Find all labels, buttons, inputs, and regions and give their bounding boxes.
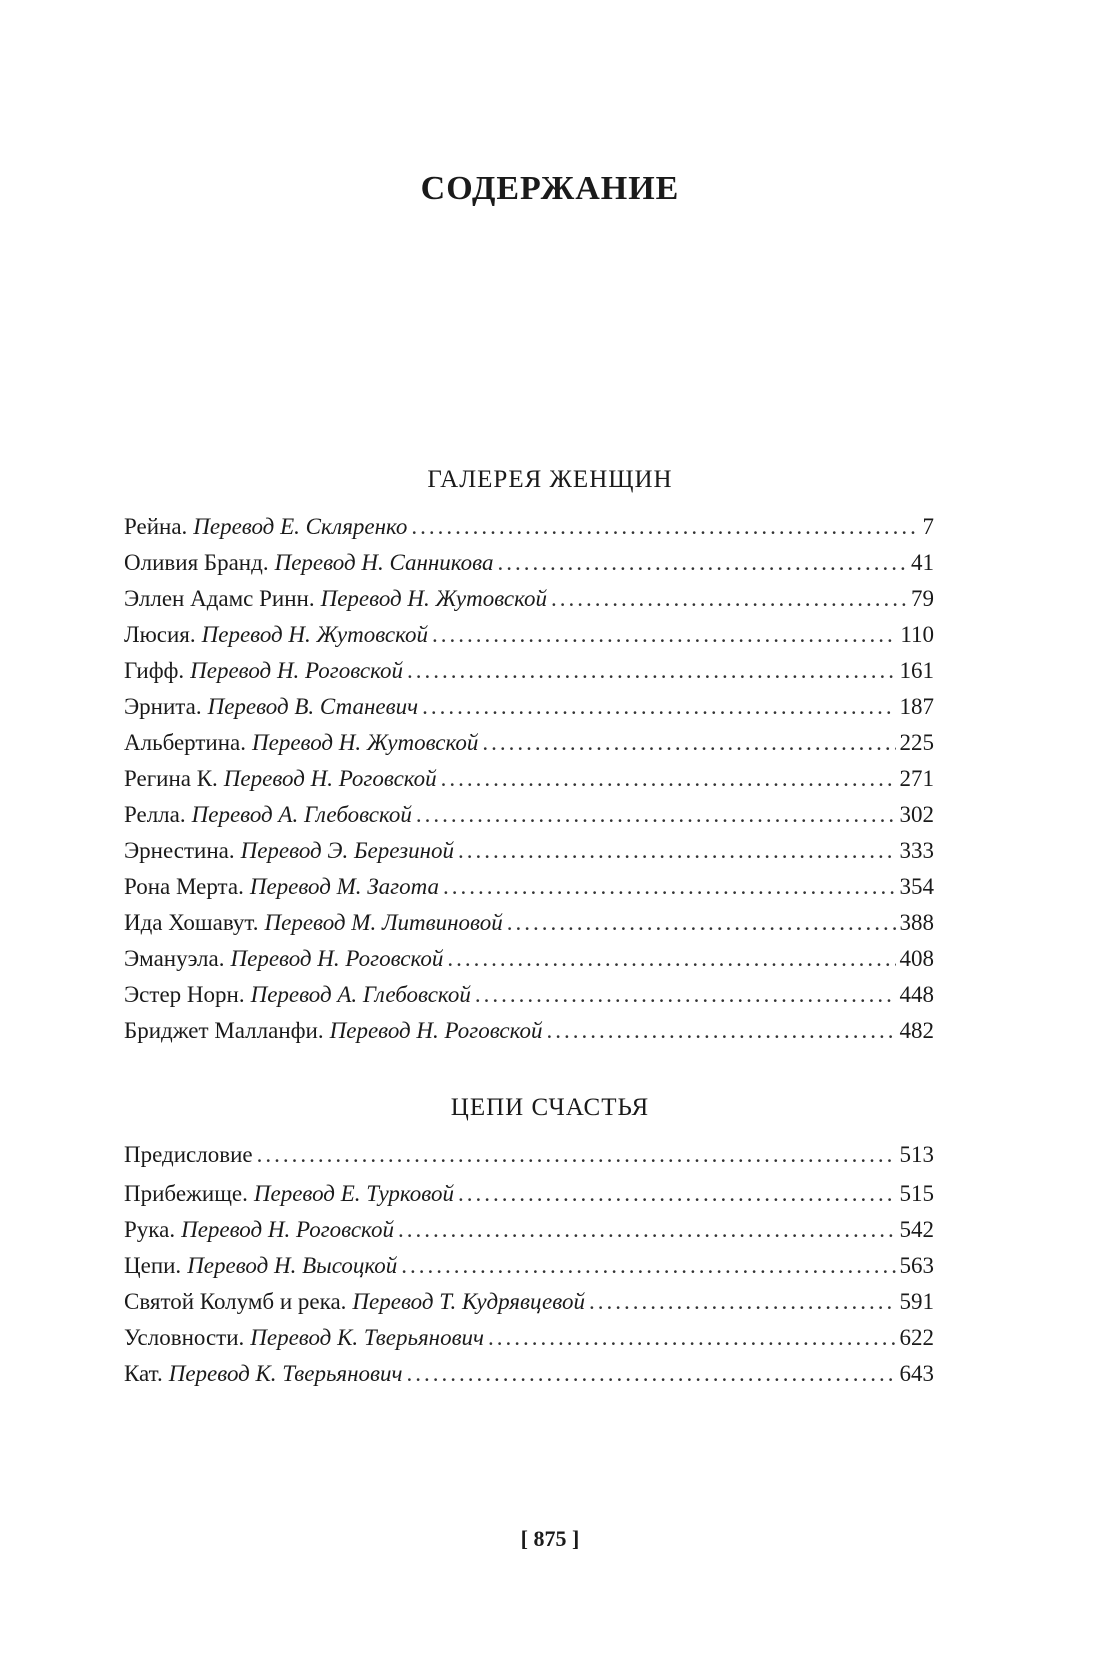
toc-entry bbox=[124, 1320, 934, 1356]
toc-entry bbox=[124, 1284, 934, 1320]
toc-entry-translator: Перевод Н. Высоцкой bbox=[187, 1253, 398, 1278]
toc-entry-page: 161 bbox=[899, 658, 934, 683]
dot-leader bbox=[488, 1320, 895, 1356]
toc-entry-translator: Перевод Н. Жутовской bbox=[320, 586, 547, 611]
toc-entry-title: Эмануэла. bbox=[124, 946, 225, 971]
toc-entry-title: Условности. bbox=[124, 1325, 245, 1350]
toc-entry-translator: Перевод Н. Роговской bbox=[181, 1217, 394, 1242]
toc-entry bbox=[124, 509, 934, 545]
toc-entry-translator: Перевод Т. Кудрявцевой bbox=[352, 1289, 585, 1314]
dot-leader bbox=[547, 1013, 896, 1049]
toc-entry-translator: Перевод Н. Роговской bbox=[190, 658, 404, 683]
toc-entry-page: 302 bbox=[899, 802, 934, 827]
toc-entry-translator: Перевод Н. Роговской bbox=[223, 766, 437, 791]
toc-entry-translator: Перевод В. Станевич bbox=[207, 694, 419, 719]
toc-entry-title: Святой Колумб и река. bbox=[124, 1289, 347, 1314]
dot-leader bbox=[443, 869, 895, 905]
toc-entry-title: Прибежище. bbox=[124, 1181, 248, 1206]
toc-entry-title: Эрнита. bbox=[124, 694, 202, 719]
toc-entry-page: 542 bbox=[899, 1217, 934, 1242]
dot-leader bbox=[406, 1356, 895, 1392]
toc-entry-translator: Перевод К. Тверьянович bbox=[250, 1325, 485, 1350]
toc-entry-page: 515 bbox=[899, 1181, 934, 1206]
toc-entry-title: Ида Хошавут. bbox=[124, 910, 259, 935]
toc-entry-page: 225 bbox=[899, 730, 934, 755]
toc-entry-title: Рейна. bbox=[124, 514, 188, 539]
toc-entry bbox=[124, 1248, 934, 1284]
dot-leader bbox=[458, 1176, 896, 1212]
toc-entry-translator: Перевод Н. Жутовской bbox=[201, 622, 429, 647]
page-number: [ 875 ] bbox=[520, 1526, 580, 1551]
toc-entry-title: Эллен Адамс Ринн. bbox=[124, 586, 315, 611]
toc-entry bbox=[124, 797, 934, 833]
toc-entry-page: 448 bbox=[899, 982, 934, 1007]
toc-entry-page: 7 bbox=[922, 514, 934, 539]
dot-leader bbox=[416, 797, 896, 833]
toc-entry-page: 110 bbox=[900, 622, 934, 647]
dot-leader bbox=[507, 905, 896, 941]
toc-entry-page: 388 bbox=[899, 910, 934, 935]
dot-leader bbox=[551, 581, 907, 617]
toc-entry-page: 408 bbox=[899, 946, 934, 971]
toc-entry-title: Альбертина. bbox=[124, 730, 247, 755]
toc-entry-page: 333 bbox=[899, 838, 934, 863]
toc-entry-page: 482 bbox=[899, 1018, 934, 1043]
toc-entry-title: Цепи. bbox=[124, 1253, 182, 1278]
toc-entry-translator: Перевод А. Глебовской bbox=[250, 982, 471, 1007]
toc-entry bbox=[124, 545, 934, 581]
section-heading-chains: ЦЕПИ СЧАСТЬЯ bbox=[450, 1094, 650, 1121]
toc-entry-translator: Перевод М. Загота bbox=[249, 874, 440, 899]
toc-entry bbox=[124, 1137, 934, 1173]
toc-entry bbox=[124, 1356, 934, 1392]
toc-entry bbox=[124, 581, 934, 617]
toc-entry-page: 643 bbox=[899, 1361, 934, 1386]
section-heading-gallery: ГАЛЕРЕЯ ЖЕНЩИН bbox=[427, 466, 673, 493]
toc-entry-page: 41 bbox=[911, 550, 934, 575]
toc-entry-translator: Перевод Н. Роговской bbox=[230, 946, 444, 971]
toc-entry-translator: Перевод Е. Скляренко bbox=[193, 514, 408, 539]
dot-leader bbox=[398, 1212, 896, 1248]
toc-entry-translator: Перевод Н. Санникова bbox=[274, 550, 494, 575]
toc-entry-title: Регина К. bbox=[124, 766, 218, 791]
toc-entry bbox=[124, 1176, 934, 1212]
toc-entry-translator: Перевод Э. Березиной bbox=[240, 838, 455, 863]
dot-leader bbox=[422, 689, 895, 725]
dot-leader bbox=[407, 653, 895, 689]
toc-entry-page: 187 bbox=[899, 694, 934, 719]
toc-entry-title: Кат. bbox=[124, 1361, 163, 1386]
toc-entry bbox=[124, 617, 934, 653]
toc-entry-page: 591 bbox=[899, 1289, 934, 1314]
toc-entry-page: 271 bbox=[899, 766, 934, 791]
toc-entry bbox=[124, 869, 934, 905]
dot-leader bbox=[475, 977, 896, 1013]
dot-leader bbox=[447, 941, 895, 977]
toc-entry bbox=[124, 1212, 934, 1248]
toc-entry-page: 513 bbox=[899, 1142, 934, 1167]
toc-entry bbox=[124, 833, 934, 869]
toc-entry-title: Релла. bbox=[124, 802, 186, 827]
toc-entry-title: Рука. bbox=[124, 1217, 176, 1242]
toc-entry-page: 563 bbox=[899, 1253, 934, 1278]
toc-entry-title: Предисловие bbox=[124, 1142, 253, 1167]
toc-entry-translator: Перевод К. Тверьянович bbox=[168, 1361, 403, 1386]
dot-leader bbox=[441, 761, 896, 797]
dot-leader bbox=[498, 545, 907, 581]
toc-entry bbox=[124, 761, 934, 797]
toc-entry bbox=[124, 977, 934, 1013]
toc-entry bbox=[124, 941, 934, 977]
toc-entry-translator: Перевод Н. Жутовской bbox=[252, 730, 479, 755]
dot-leader bbox=[411, 509, 918, 545]
dot-leader bbox=[482, 725, 895, 761]
toc-entry-title: Эстер Норн. bbox=[124, 982, 245, 1007]
toc-entry bbox=[124, 905, 934, 941]
toc-entry-translator: Перевод Е. Турковой bbox=[253, 1181, 454, 1206]
dot-leader bbox=[589, 1284, 896, 1320]
toc-entry-title: Эрнестина. bbox=[124, 838, 235, 863]
toc-entry bbox=[124, 653, 934, 689]
toc-entry-title: Рона Мерта. bbox=[124, 874, 244, 899]
toc-entry-title: Оливия Бранд. bbox=[124, 550, 269, 575]
dot-leader bbox=[432, 617, 896, 653]
toc-entry-translator: Перевод Н. Роговской bbox=[329, 1018, 543, 1043]
dot-leader bbox=[458, 833, 895, 869]
toc-entry-page: 354 bbox=[899, 874, 934, 899]
toc-entry-page: 622 bbox=[899, 1325, 934, 1350]
toc-entry-translator: Перевод М. Литвиновой bbox=[264, 910, 503, 935]
toc-entry-translator: Перевод А. Глебовской bbox=[191, 802, 412, 827]
toc-entry bbox=[124, 1013, 934, 1049]
toc-entry-title: Люсия. bbox=[124, 622, 196, 647]
toc-entry bbox=[124, 689, 934, 725]
page-title: СОДЕРЖАНИЕ bbox=[420, 170, 680, 207]
dot-leader bbox=[257, 1137, 896, 1173]
toc-entry-title: Гифф. bbox=[124, 658, 185, 683]
toc-entry-page: 79 bbox=[911, 586, 934, 611]
toc-entry bbox=[124, 725, 934, 761]
dot-leader bbox=[401, 1248, 895, 1284]
toc-entry-title: Бриджет Малланфи. bbox=[124, 1018, 324, 1043]
